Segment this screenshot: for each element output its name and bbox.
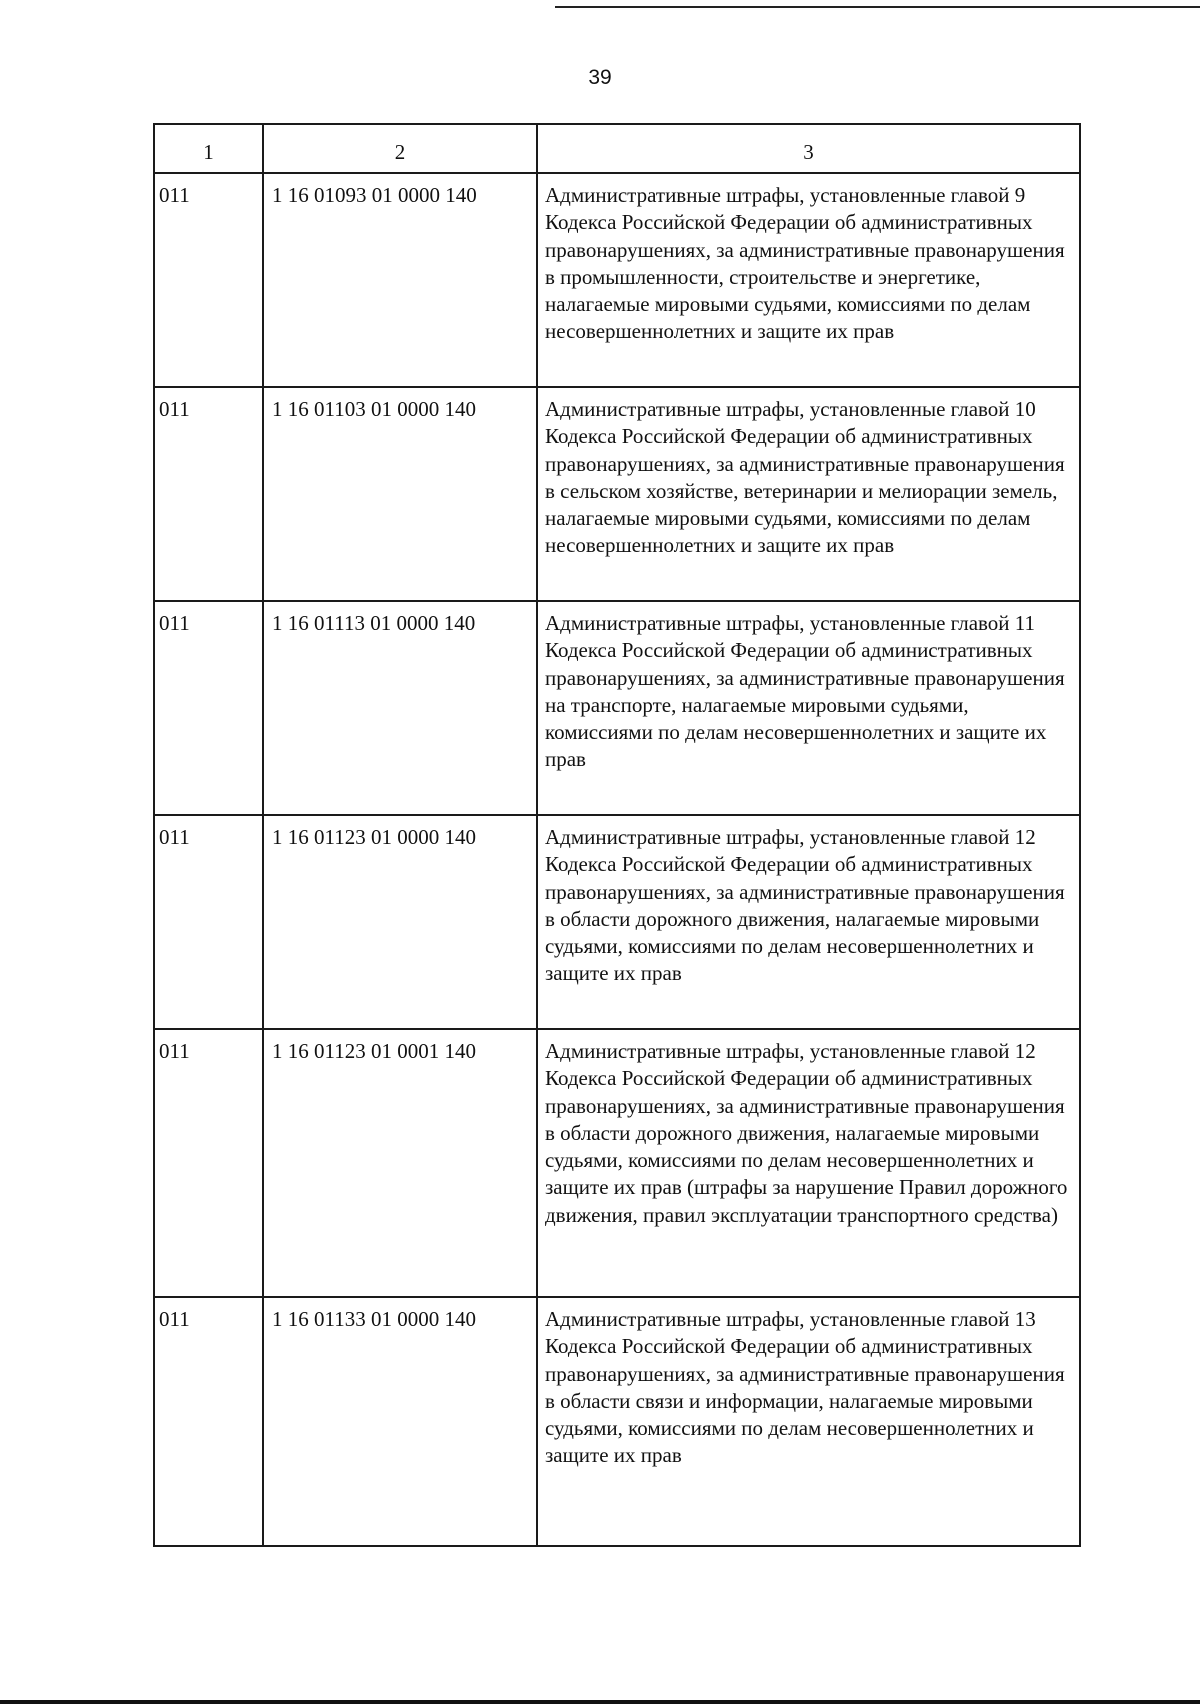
page-number: 39 xyxy=(588,66,612,89)
column-header-3: 3 xyxy=(537,124,1080,173)
description-cell: Административные штрафы, установленные главой 10 Кодекса Российской Федерации об административных правонарушениях, за административные правонарушения в сельском хозяйстве, ветеринарии и мелиорации земель, налагаемые мировыми судьями, комиссиями по делам несовершеннолетних и защите их прав xyxy=(537,387,1080,601)
table-row xyxy=(154,1297,1080,1546)
budget-code-cell: 1 16 01093 01 0000 140 xyxy=(263,173,537,387)
admin-code-cell: 011 xyxy=(154,1029,263,1297)
description-cell: Административные штрафы, установленные главой 13 Кодекса Российской Федерации об административных правонарушениях, за административные правонарушения в области связи и информации, налагаемые мировыми судьями, комиссиями по делам несовершеннолетних и защите их прав xyxy=(537,1297,1080,1546)
admin-code-cell: 011 xyxy=(154,601,263,815)
column-header-1: 1 xyxy=(154,124,263,173)
description-cell: Административные штрафы, установленные главой 12 Кодекса Российской Федерации об административных правонарушениях, за административные правонарушения в области дорожного движения, налагаемые мировыми судьями, комиссиями по делам несовершеннолетних и защите их прав (штрафы за нарушение Правил дорожного движения, правил эксплуатации транспортного средства) xyxy=(537,1029,1080,1297)
column-header-2: 2 xyxy=(263,124,537,173)
description-cell: Административные штрафы, установленные главой 11 Кодекса Российской Федерации об административных правонарушениях, за административные правонарушения на транспорте, налагаемые мировыми судьями, комиссиями по делам несовершеннолетних и защите их прав xyxy=(537,601,1080,815)
bottom-rule xyxy=(0,1700,1200,1704)
description-cell: Административные штрафы, установленные главой 12 Кодекса Российской Федерации об административных правонарушениях, за административные правонарушения в области дорожного движения, налагаемые мировыми судьями, комиссиями по делам несовершеннолетних и защите их прав xyxy=(537,815,1080,1029)
table-row xyxy=(154,601,1080,815)
table-row xyxy=(154,387,1080,601)
budget-code-cell: 1 16 01103 01 0000 140 xyxy=(263,387,537,601)
budget-code-cell: 1 16 01133 01 0000 140 xyxy=(263,1297,537,1546)
table-header-row xyxy=(154,124,1080,173)
table-row xyxy=(154,815,1080,1029)
admin-code-cell: 011 xyxy=(154,1297,263,1546)
table-row xyxy=(154,1029,1080,1297)
budget-code-cell: 1 16 01123 01 0000 140 xyxy=(263,815,537,1029)
admin-code-cell: 011 xyxy=(154,815,263,1029)
budget-codes-table xyxy=(153,123,1081,1547)
description-cell: Административные штрафы, установленные главой 9 Кодекса Российской Федерации об административных правонарушениях, за административные правонарушения в промышленности, строительстве и энергетике, налагаемые мировыми судьями, комиссиями по делам несовершеннолетних и защите их прав xyxy=(537,173,1080,387)
budget-code-cell: 1 16 01123 01 0001 140 xyxy=(263,1029,537,1297)
admin-code-cell: 011 xyxy=(154,387,263,601)
table-row xyxy=(154,173,1080,387)
budget-code-cell: 1 16 01113 01 0000 140 xyxy=(263,601,537,815)
admin-code-cell: 011 xyxy=(154,173,263,387)
top-rule xyxy=(555,6,1200,8)
